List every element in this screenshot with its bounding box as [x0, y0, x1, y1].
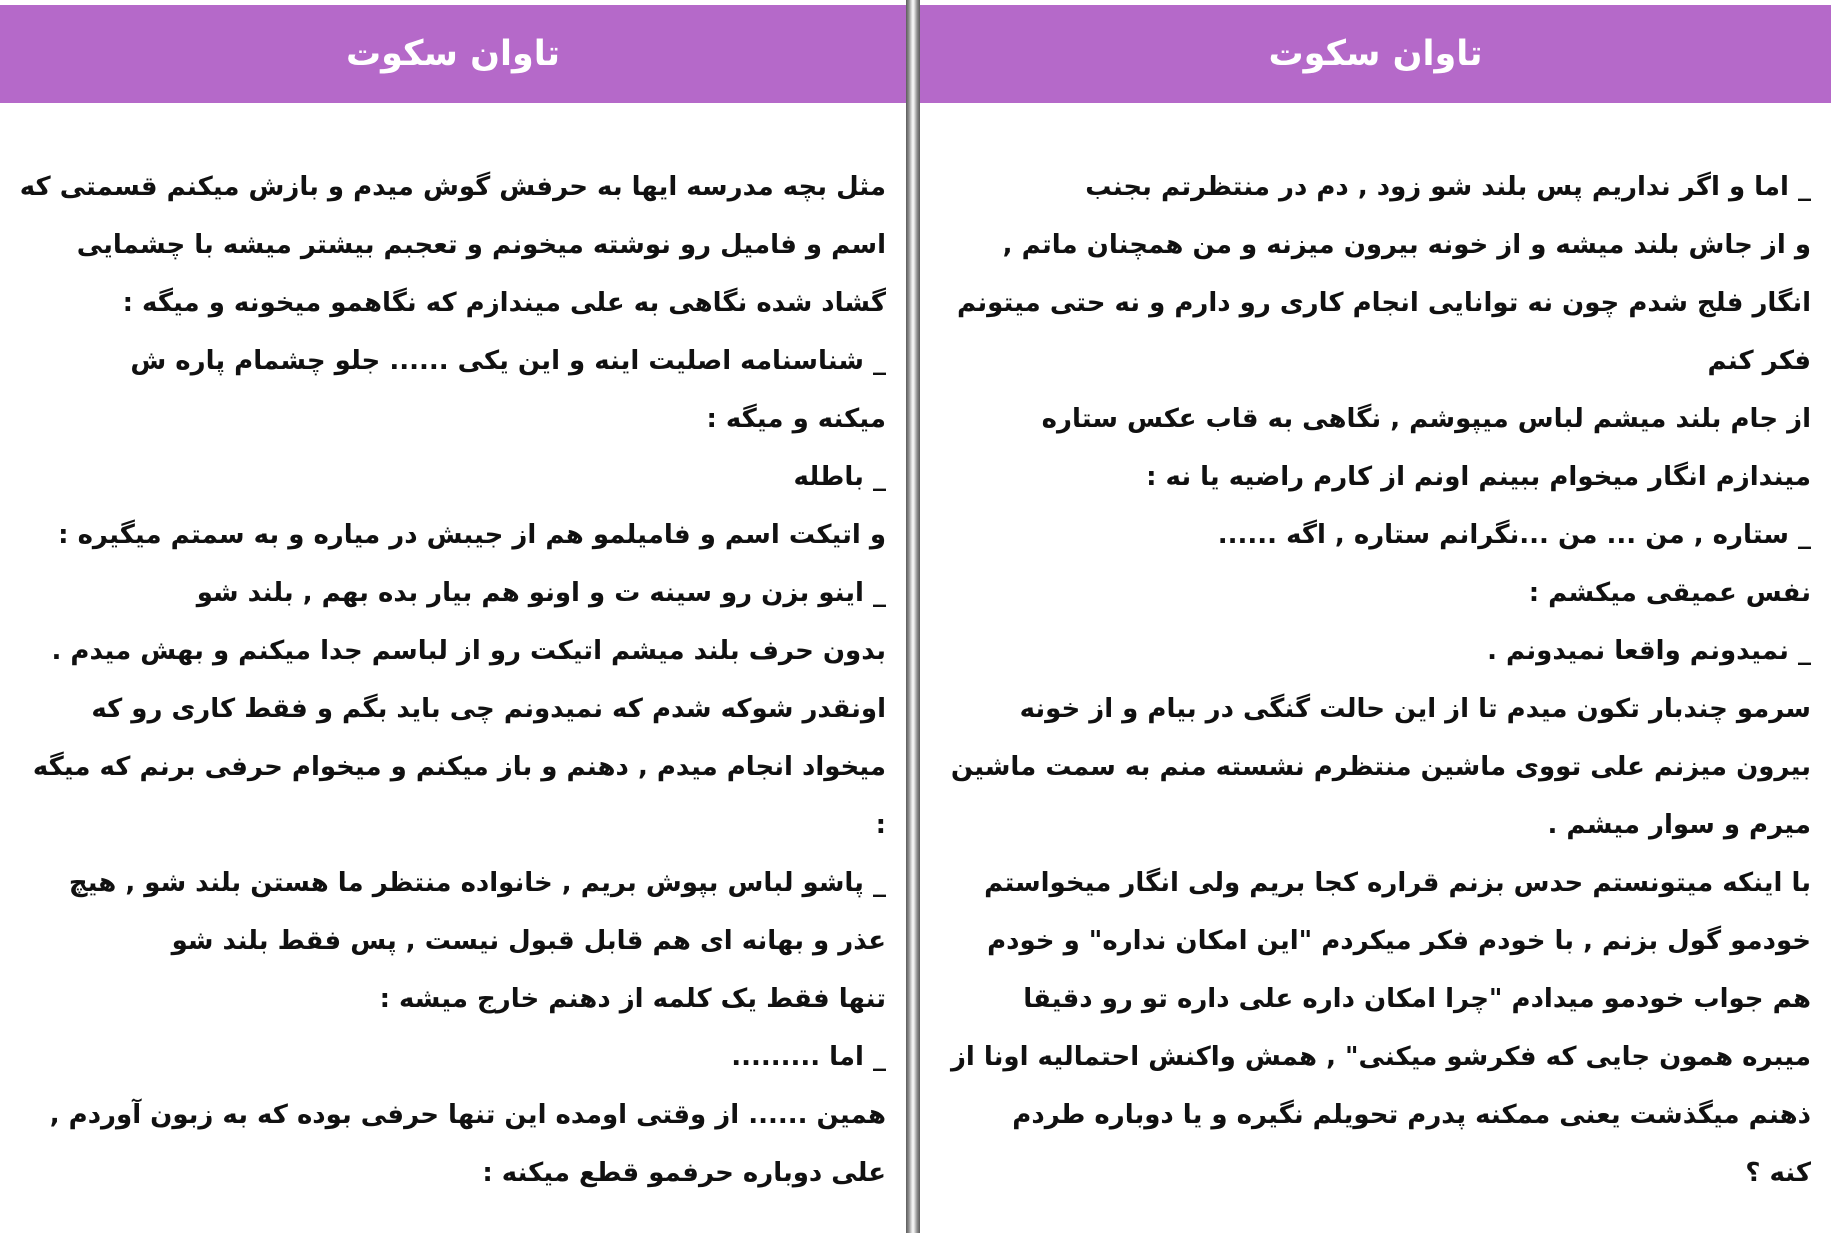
text-line: با اینکه میتونستم حدس بزنم قراره کجا بریم ولی انگار میخواستم [984, 868, 1811, 898]
left-page-header [0, 5, 906, 103]
text-line: عذر و بهانه ای هم قابل قبول نیست , پس فقط بلند شو [171, 926, 886, 956]
left-page-title: تاوان سکوت [346, 34, 560, 74]
text-line: علی دوباره حرفمو قطع میکنه : [482, 1158, 886, 1188]
text-line: _ شناسنامه اصلیت اینه و این یکی ...... جلو چشمام پاره ش [130, 346, 886, 376]
text-line: خودمو گول بزنم , با خودم فکر میکردم "این امکان نداره" و خودم [987, 926, 1811, 956]
text-line: میبره همون جایی که فکرشو میکنی" , همش واکنش احتمالیه اونا از [950, 1042, 1811, 1072]
text-line: میکنه و میگه : [706, 404, 886, 434]
text-line: _ اما ......... [731, 1042, 886, 1072]
text-line: و اتیکت اسم و فامیلمو هم از جیبش در میاره و به سمتم میگیره : [58, 520, 886, 550]
left-page [0, 0, 906, 1233]
right-page-title: تاوان سکوت [1268, 34, 1483, 74]
text-line: : [875, 810, 886, 840]
book-gutter [906, 0, 920, 1233]
text-line: همین ...... از وقتی اومده این تنها حرفی بوده که به زبون آوردم , [49, 1100, 886, 1130]
text-line: سرمو چندبار تکون میدم تا از این حالت گنگی در بیام و از خونه [1019, 694, 1811, 724]
text-line: انگار فلج شدم چون نه توانایی انجام کاری رو دارم و نه حتی میتونم [957, 288, 1811, 318]
text-line: و از جاش بلند میشه و از خونه بیرون میزنه و من همچنان ماتم , [1002, 230, 1811, 260]
text-line: تنها فقط یک کلمه از دهنم خارج میشه : [379, 984, 886, 1014]
right-page [920, 0, 1831, 1233]
text-line: _ ستاره , من ... من ...نگرانم ستاره , اگه ...... [1217, 520, 1811, 550]
text-line: _ اینو بزن رو سینه ت و اونو هم بیار بده بهم , بلند شو [196, 578, 886, 608]
right-page-body [931, 158, 1811, 1202]
right-page-header [920, 5, 1831, 103]
text-line: از جام بلند میشم لباس میپوشم , نگاهی به قاب عکس ستاره [1041, 404, 1811, 434]
text-line: بیرون میزنم علی تووی ماشین منتظرم نشسته منم به سمت ماشین [950, 752, 1811, 782]
text-line: اونقدر شوکه شدم که نمیدونم چی باید بگم و فقط کاری رو که [91, 694, 886, 724]
text-line: _ نمیدونم واقعا نمیدونم . [1487, 636, 1811, 666]
text-line: _ پاشو لباس بپوش بریم , خانواده منتظر ما هستن بلند شو , هیچ [68, 868, 886, 898]
text-line: نفس عمیقی میکشم : [1528, 578, 1811, 608]
text-line: فکر کنم [1707, 346, 1811, 376]
left-page-body [19, 158, 886, 1202]
text-line: میخواد انجام میدم , دهنم و باز میکنم و میخوام حرفی برنم که میگه [32, 752, 886, 782]
text-line: _ اما و اگر نداریم پس بلند شو زود , دم در منتظرتم بجنب [1085, 172, 1811, 202]
text-line: گشاد شده نگاهی به علی میندازم که نگاهمو میخونه و میگه : [122, 288, 886, 318]
text-line: میرم و سوار میشم . [1547, 810, 1811, 840]
text-line: _ باطله [793, 462, 886, 492]
text-line: مثل بچه مدرسه ایها به حرفش گوش میدم و بازش میکنم قسمتی که [19, 172, 886, 202]
text-line: میندازم انگار میخوام ببینم اونم از کارم راضیه یا نه : [1146, 462, 1811, 492]
text-line: اسم و فامیل رو نوشته میخونم و تعجبم بیشتر میشه با چشمایی [76, 230, 886, 260]
text-line: کنه ؟ [1745, 1158, 1811, 1188]
text-line: هم جواب خودمو میدادم "چرا امکان داره علی داره تو رو دقیقا [1023, 984, 1811, 1014]
text-line: بدون حرف بلند میشم اتیکت رو از لباسم جدا میکنم و بهش میدم . [51, 636, 886, 666]
text-line: ذهنم میگذشت یعنی ممکنه پدرم تحویلم نگیره و یا دوباره طردم [1012, 1100, 1811, 1130]
